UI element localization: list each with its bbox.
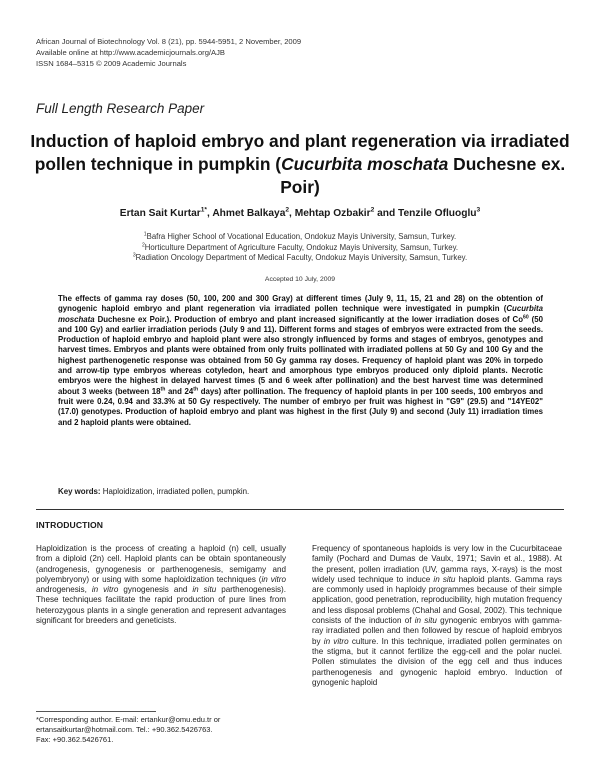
author-affil-number: 3: [476, 206, 481, 214]
body-italic: in vitro: [261, 574, 286, 584]
author-separator: ,: [207, 208, 213, 219]
journal-issn: ISSN 1684–5315 © 2009 Academic Journals: [36, 59, 187, 68]
footnote-line: Fax: +90.362.5426761.: [36, 734, 114, 744]
affiliation-text: Bafra Higher School of Vocational Education, Ondokuz Mayis University, Samsun, Turkey.: [146, 232, 457, 241]
footnote-line: ertansaitkurtar@hotmail.com. Tel.: +90.362.5426763.: [36, 724, 213, 734]
affiliation-number: 1: [143, 231, 147, 238]
body-italic: in situ: [414, 616, 437, 626]
author-list: [20, 208, 580, 219]
abstract-superscript: th: [193, 386, 199, 393]
affiliation-number: 3: [132, 252, 136, 259]
journal-url: Available online at http://www.academicjournals.org/AJB: [36, 48, 225, 57]
abstract-text: (50 and 100 Gy) and earlier irradiation periods (July 9 and 11). Different forms and stages of embryos were extracted from the seeds. Production of haploid embryo and haploid plant were also strongly influenced by forms and stages of embryos, genotypes and harvest times. Embryos and plants were obtained from only fruits pollinated with irradiated pollens at 50 Gy and 100 Gy and the highest parthenogenetic response was obtained from 50 Gy gamma ray doses. Frequency of haploid plant was 20% in torpedo and arrow-tip type embryos whereas cotyledon, heart and amorphous type embryos produced only diploid plants. Necrotic embryos were the highest in delayed harvest times (5 and 6 week after pollination) and the best harvest time was determined about 3 weeks (between 18: [58, 314, 543, 396]
abstract-species: Cucurbita moschata: [58, 304, 543, 324]
paper-type: Full Length Research Paper: [36, 101, 205, 116]
abstract: [58, 294, 543, 428]
author-separator: ,: [289, 208, 295, 219]
section-heading: INTRODUCTION: [36, 520, 104, 530]
author-separator: and: [374, 208, 399, 219]
body-text: gynogenesis and: [118, 585, 193, 595]
accepted-date: Accepted 10 July, 2009: [264, 276, 336, 283]
abstract-text: The effects of gamma ray doses (50, 100, 200 and 300 Gray) at different times (July 9, 11, 15, 21 and 28) on the obtention of gynogenic haploid embryo and plant regeneration via irradiated pollen technique were investigated in pumpkin (: [58, 294, 543, 314]
section-divider: [36, 509, 564, 510]
paper-title: [30, 130, 570, 199]
affiliation: [20, 243, 580, 254]
keywords-label: Key words:: [58, 487, 101, 496]
abstract-text: days) after pollination. The frequency of haploid plants in per 100 seeds, 100 embryos and fruit were 0.24, 0.94 and 33.3% at 50 Gy respectively. The number of embryo per fruit was highest in "G9" (29.5) and "14YE02" (17.0) genotypes. Production of haploid embryo and plant was highest in the first (July 9) and second (July 11) irradiation times and 2 haploid plants were obtained.: [58, 386, 544, 427]
body-text: Frequency of spontaneous haploids is very low in the Cucurbitaceae family (Pochard and Dumas de Vaulx, 1971; Savin et al., 1988). At the present, pollen irradiation (UV, gamma rays, X-rays) is the most widely used technique to induce: [312, 544, 562, 584]
affiliation-number: 2: [141, 241, 145, 248]
keywords-text: Haploidization, irradiated pollen, pumpkin.: [100, 487, 250, 496]
abstract-superscript: th: [160, 386, 166, 393]
title-main: Induction of haploid embryo and plant regeneration via irradiated pollen technique in pumpkin (: [30, 131, 570, 174]
left-column: [36, 544, 286, 626]
abstract-text: and 24: [165, 386, 194, 396]
author-name: Mehtap Ozbakir: [294, 208, 371, 219]
body-italic: in vitro: [91, 585, 119, 595]
body-italic: in situ: [192, 585, 217, 595]
corresponding-mark: *: [204, 206, 208, 214]
abstract-superscript: 60: [523, 313, 529, 320]
affiliation-text: Horticulture Department of Agriculture Faculty, Ondokuz Mayis University, Samsun, Turkey.: [144, 242, 459, 252]
author-name: Tenzile Ofluoglu: [398, 208, 477, 219]
affiliation: [20, 253, 580, 264]
footnote-rule: [36, 711, 156, 712]
keywords: [58, 487, 543, 496]
footnote-line: *Corresponding author. E-mail: ertankur@omu.edu.tr or: [36, 715, 221, 724]
author-name: Ertan Sait Kurtar: [119, 208, 201, 219]
body-italic: in situ: [433, 574, 456, 584]
right-column: [312, 544, 562, 688]
body-text: Haploidization is the process of creating a haploid (n) cell, usually from a diploid (2n) cell. Haploid plants can be obtain spontaneously (androgenesis, gynogenesis or parthenogenesis, semigamy and polyembryony) or using with some haploidization techniques (: [36, 544, 286, 584]
title-species: Cucurbita moschata: [281, 154, 449, 174]
body-italic: in vitro: [323, 636, 349, 646]
body-text: culture. In this technique, irradiated pollen germinates on the stigma, but it cannot fertilize the egg-cell and the polar nuclei. Pollen stimulates the division of the egg cell and thus induces parthenogenesis and gynogenic haploid embryo. Induction of gynogenic haploid: [312, 636, 562, 687]
title-tail: Duchesne ex. Poir): [280, 154, 566, 197]
body-text: androgenesis,: [36, 585, 92, 595]
author-affil-number: 2: [370, 206, 375, 214]
journal-citation: African Journal of Biotechnology Vol. 8 (21), pp. 5944-5951, 2 November, 2009: [36, 37, 302, 46]
author-affil-number: 2: [285, 206, 290, 214]
affiliations: [20, 232, 580, 264]
affiliation: [20, 232, 580, 243]
body-text: parthenogenesis). These techniques facilitate the rapid production of pure lines from heterozygous plants in a single generation and represent advantages significant for breeders and geneticists.: [36, 585, 286, 626]
affiliation-text: Radiation Oncology Department of Medical Faculty, Ondokuz Mayis University, Samsun, Turkey.: [135, 253, 468, 262]
author-affil-number: 1: [200, 206, 205, 214]
corresponding-footnote: [36, 715, 286, 744]
author-name: Ahmet Balkaya: [212, 208, 286, 219]
body-text: gynogenic embryos with gamma-ray irradiated pollen and then followed by rescue of haploid embryos by: [312, 616, 562, 646]
body-text: haploid plants. Gamma rays are commonly used in haploidy programmes because of their simple application, good penetration, reproducibility, high mutation frequency and less disposal problems (Chahal and Gosal, 2002). This technique consists of the induction of: [312, 574, 562, 626]
journal-info: [36, 36, 301, 69]
abstract-text: Duchesne ex Poir.). Production of embryo and plant increased significantly at the lower irradiation doses of Co: [94, 314, 524, 324]
